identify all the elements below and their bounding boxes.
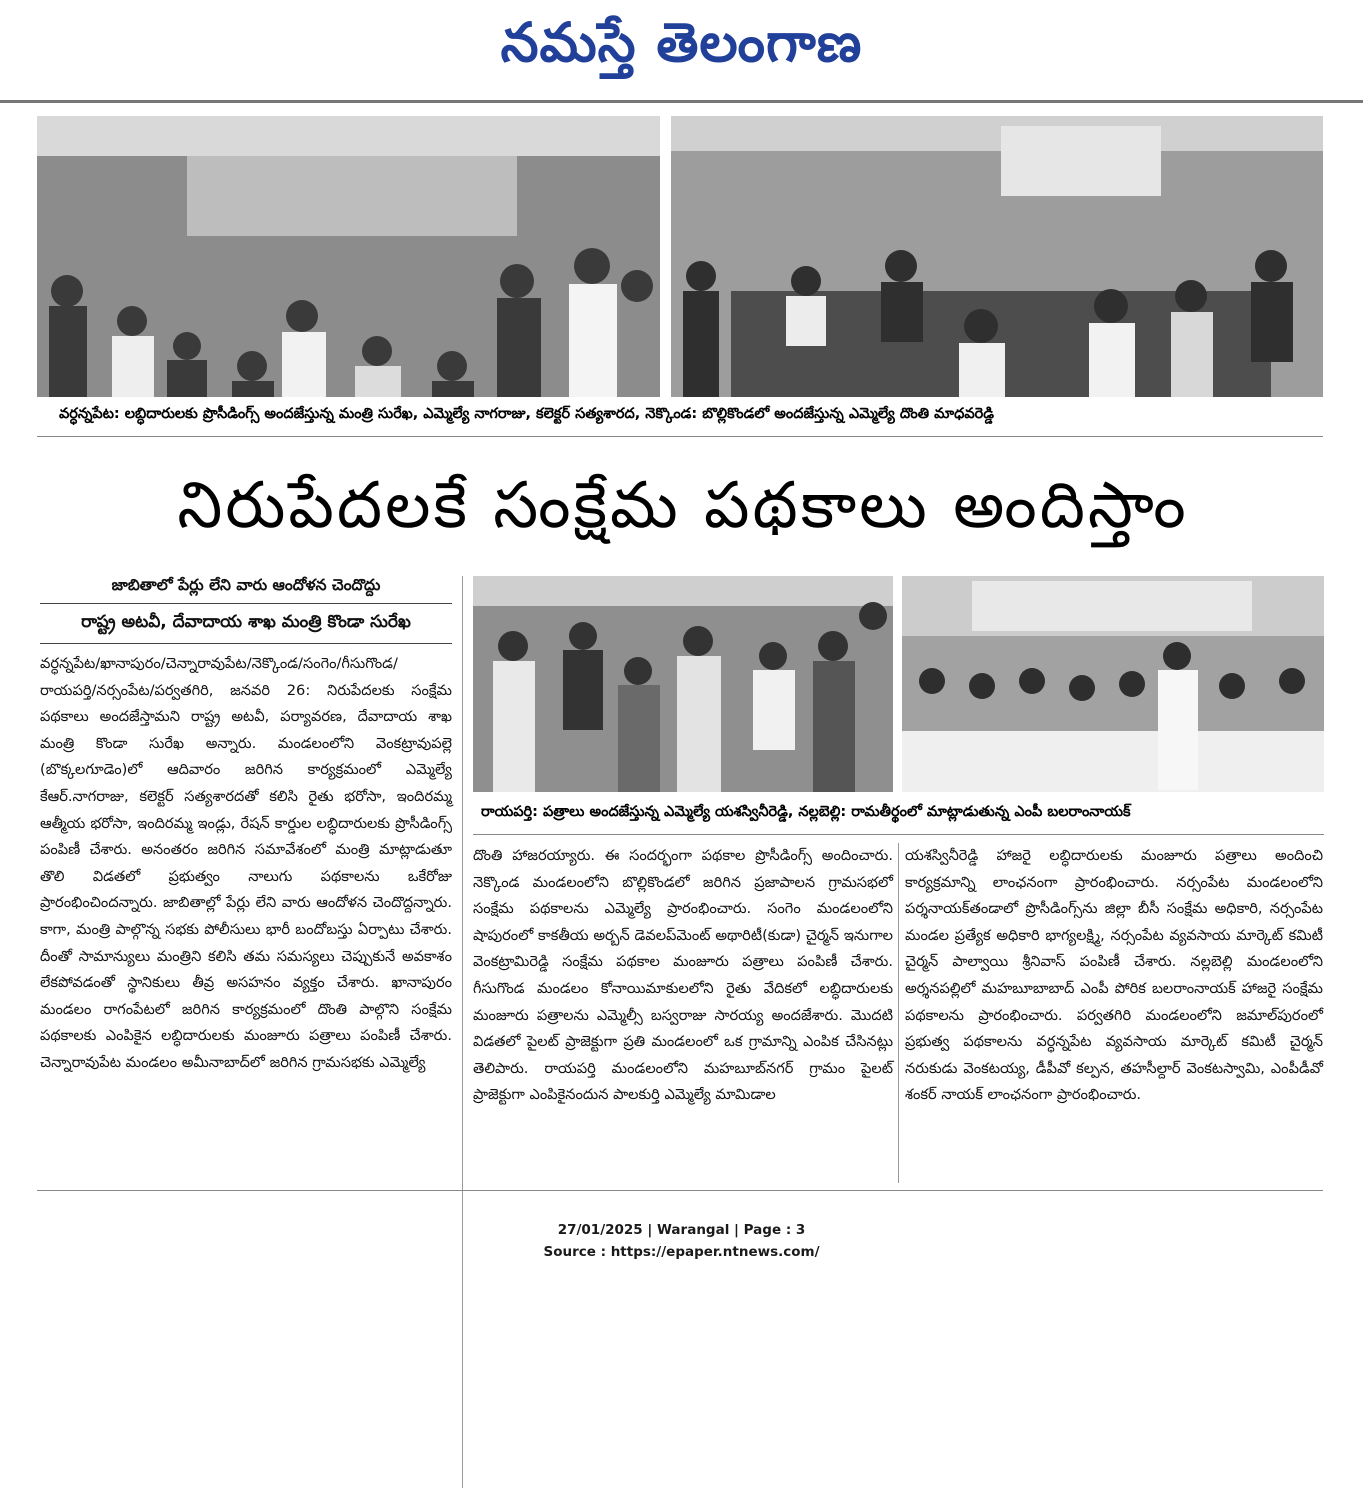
column-rule-2	[898, 843, 899, 1183]
subhead-rule-bottom	[40, 643, 452, 644]
photo-middle-right-image	[902, 576, 1324, 792]
headline: నిరుపేదలకే సంక్షేమ పథకాలు అందిస్తాం	[177, 469, 1189, 543]
divider-caption	[37, 436, 1323, 437]
subhead-secondary: రాష్ట్ర అటవీ, దేవాదాయ శాఖ మంత్రి కొండా సురేఖ	[81, 612, 411, 632]
article-column-2	[473, 843, 893, 1109]
article-body-col2: దొంతి హాజరయ్యారు. ఈ సందర్భంగా పథకాల ప్రొసీడింగ్స్ అందించారు. నెక్కొండ మండలంలోని బొల్లికొండలో జరిగిన ప్రజాపాలన గ్రామసభలో సంక్షేమ పథకాలను ఎమ్మెల్యే ప్రారంభించారు. సంగెం మండలంలోని షాపురంలో కాకతీయ అర్బన్ డెవలప్‌మెంట్ అథారిటీ(కుడా) చైర్మన్ ఇనుగాల వెంకట్రామిరెడ్డి సంక్షేమ పథకాల మంజూరు పత్రాలు పంపిణీ చేశారు. గీసుగొండ మండలం కోనాయిమాకులలోని రైతు వేదికలో లబ్ధిదారులకు మంజూరు పత్రాలను ఎమ్మెల్సీ బస్వరాజు సారయ్య అందజేశారు. మొదటి విడతలో పైలట్ ప్రాజెక్టుగా ప్రతి మండలంలో ఒక గ్రామాన్ని ఎంపిక చేసినట్లు తెలిపారు. రాయపర్తి మండలంలోని మహబూబ్‌నగర్ గ్రామం పైలట్ ప్రాజెక్టుగా ఎంపికైనందున పాలకుర్తి ఎమ్మెల్యే మామిడాల	[473, 847, 893, 1104]
photo-top-left-image	[37, 116, 660, 397]
caption-middle: రాయపర్తి: పత్రాలు అందజేస్తున్న ఎమ్మెల్యే యశస్వినీరెడ్డి, నల్లబెల్లి: రామతీర్థంలో మాట్లాడుతున్న ఎంపీ బలరాంనాయక్	[481, 804, 1131, 820]
masthead	[0, 0, 1363, 96]
subhead-primary: జాబితాలో పేర్లు లేని వారు ఆందోళన చెందొద్దు	[111, 576, 381, 594]
photo-top-left	[37, 116, 660, 397]
photo-middle-left	[473, 576, 893, 792]
article-body-col3: యశస్వినీరెడ్డి హాజరై లబ్ధిదారులకు మంజూరు పత్రాలు అందించి కార్యక్రమాన్ని లాంఛనంగా ప్రారంభించారు. నర్సంపేట మండలంలోని పర్శనాయక్‌తండాలో ప్రొసీడింగ్స్‌ను జిల్లా బీసీ సంక్షేమ అధికారి, నర్సంపేట మండల ప్రత్యేక అధికారి భాగ్యలక్ష్మి, నర్సంపేట వ్యవసాయ మార్కెట్ కమిటీ చైర్మన్ పాల్వాయి శ్రీనివాస్ పంపిణీ చేశారు. నల్లబెల్లి మండలంలోని అర్శనపల్లిలో మహబూబాబాద్ ఎంపీ పోరిక బలరాంనాయక్ హాజరై సంక్షేమ పథకాలను ప్రారంభించారు. పర్వతగిరి మండలంలోని జమాల్‌పురంలో ప్రభుత్వ పథకాలను వర్ధన్నపేట వ్యవసాయ మార్కెట్ కమిటీ చైర్మన్ నరుకుడు వెంకటయ్య, డీపీవో కల్పన, తహసీల్దార్ వెంకటస్వామి, ఎంపీడీవో శంకర్ నాయక్ లాంఛనంగా ప్రారంభించారు.	[905, 847, 1323, 1104]
masthead-rule	[0, 100, 1363, 103]
footer-source[interactable]: Source : https://epaper.ntnews.com/	[543, 1244, 820, 1260]
page-bottom-rule	[37, 1190, 1323, 1191]
photo-top-right	[671, 116, 1323, 397]
caption-top: వర్ధన్నపేట: లబ్ధిదారులకు ప్రొసీడింగ్స్ అందజేస్తున్న మంత్రి సురేఖ, ఎమ్మెల్యే నాగరాజు, కలెక్టర్ సత్యశారద, నెక్కొండ: బొల్లికొండలో అందజేస్తున్న ఎమ్మెల్యే దొంతి మాధవరెడ్డి	[59, 406, 995, 422]
photo-top-right-image	[671, 116, 1323, 397]
article-column-3	[905, 843, 1323, 1109]
article-column-1	[40, 651, 452, 1077]
column-rule-1	[462, 576, 463, 1488]
article-body-col1: వర్ధన్నపేట/ఖానాపురం/చెన్నారావుపేట/నెక్కొండ/సంగెం/గీసుగొండ/రాయపర్తి/నర్సంపేట/పర్వతగిరి, జనవరి 26: నిరుపేదలకు సంక్షేమ పథకాలు అందజేస్తామని రాష్ట్ర అటవీ, పర్యావరణ, దేవాదాయ శాఖ మంత్రి కొండా సురేఖ అన్నారు. మండలంలోని వెంకట్రావుపల్లె (బొక్కలగూడెం)లో ఆదివారం జరిగిన కార్యక్రమంలో ఎమ్మెల్యే కేఆర్.నాగరాజు, కలెక్టర్ సత్యశారదతో కలిసి రైతు భరోసా, ఇందిరమ్మ ఆత్మీయ భరోసా, ఇందిరమ్మ ఇండ్లు, రేషన్ కార్డుల లబ్ధిదారులకు ప్రొసీడింగ్స్ పంపిణీ చేశారు. అనంతరం జరిగిన సమావేశంలో మంత్రి మాట్లాడుతూ తొలి విడతలో ప్రభుత్వం నాలుగు పథకాలను ఒకేరోజు ప్రారంభించిందన్నారు. జాబితాల్లో పేర్లు లేని వారు ఆందోళన చెందొద్దన్నారు. కాగా, మంత్రి పాల్గొన్న సభకు పోలీసులు భారీ బందోబస్తు ఏర్పాటు చేశారు. దీంతో సామాన్యులు మంత్రిని కలిసి తమ సమస్యలు చెప్పుకునే అవకాశం లేకపోవడంతో స్థానికులు తీవ్ర అసహనం వ్యక్తం చేశారు. ఖానాపురం మండలం రాగంపేటలో జరిగిన కార్యక్రమంలో దొంతి పాల్గొని సంక్షేమ పథకాలకు ఎంపికైన లబ్ధిదారులకు మంజూరు పత్రాలు పంపిణీ చేశారు. చెన్నారావుపేట మండలం అమీనాబాద్‌లో జరిగిన గ్రామసభకు ఎమ్మెల్యే	[40, 655, 452, 1071]
photo-middle-left-image	[473, 576, 893, 792]
photo-middle-right	[902, 576, 1324, 792]
newspaper-logo: నమస్తే తెలంగాణ	[500, 11, 863, 74]
divider-middle-caption	[473, 834, 1324, 835]
subhead-rule	[40, 603, 452, 604]
footer-dateline: 27/01/2025 | Warangal | Page : 3	[557, 1222, 806, 1238]
